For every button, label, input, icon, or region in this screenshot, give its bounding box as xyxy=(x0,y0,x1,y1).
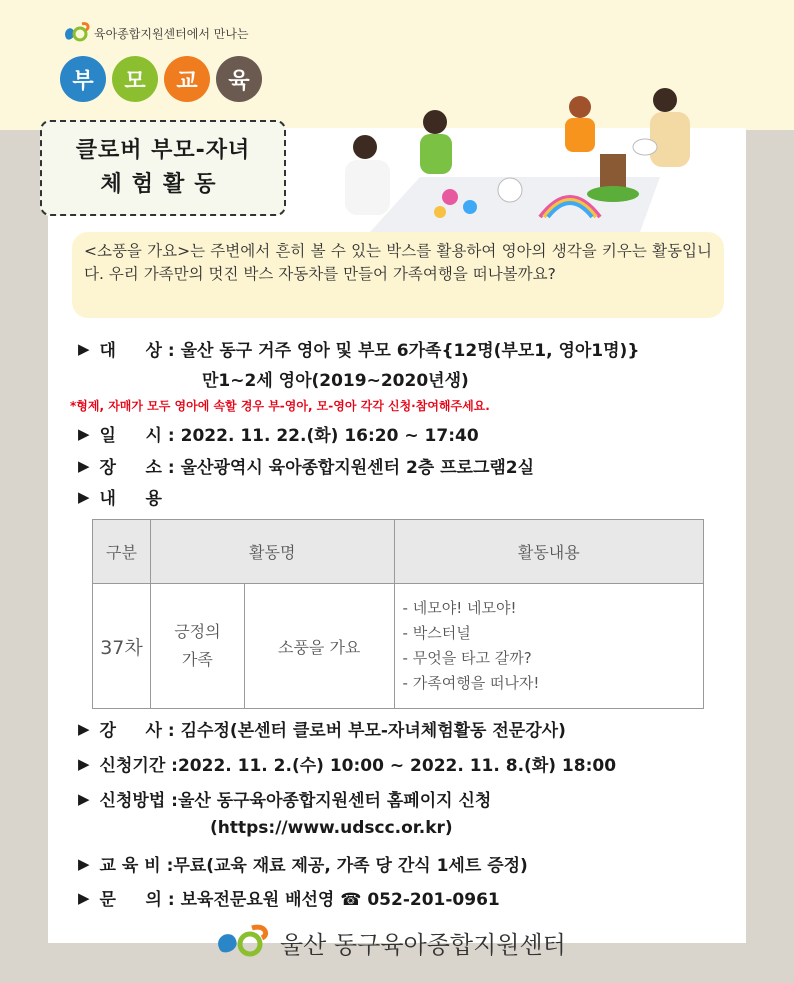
contact-value: 보육전문요원 배선영 ☎ 052-201-0961 xyxy=(180,890,500,910)
content-label: 내 용 xyxy=(99,489,162,509)
bullet-arrow-icon: ▶ xyxy=(78,789,90,808)
bullet-arrow-icon: ▶ xyxy=(78,424,90,443)
circle-char-3: 교 xyxy=(164,56,210,102)
bullet-arrow-icon: ▶ xyxy=(78,339,90,358)
target-label: 대 상 : xyxy=(99,341,181,361)
center-logo-icon xyxy=(62,20,90,46)
target-sub: 만1~2세 영아(2019~2020년생) xyxy=(202,371,469,391)
bullet-arrow-icon: ▶ xyxy=(78,456,90,475)
org-tagline xyxy=(62,20,249,46)
method-row xyxy=(78,786,491,811)
homepage-link[interactable]: (https://www.udscc.or.kr) xyxy=(210,818,453,838)
footer-org-name: 울산 동구육아종합지원센터 xyxy=(280,930,566,959)
cell-theme: 긍정의 가족 xyxy=(150,584,244,709)
list-item: - 네모야! 네모야! xyxy=(402,599,517,617)
fee-label: 교 육 비 : xyxy=(99,856,174,876)
fee-row xyxy=(78,851,528,876)
circle-char-4: 육 xyxy=(216,56,262,102)
intro-text: <소풍을 가요>는 주변에서 흔히 볼 수 있는 박스를 활용하여 영아의 생각을 키우는 활동입니다. 우리 가족만의 멋진 박스 자동차를 만들어 가족여행을 떠나볼까요? xyxy=(72,232,724,318)
period-label: 신청기간 : xyxy=(99,756,178,776)
header-category: 구분 xyxy=(93,520,151,584)
place-label: 장 소 : xyxy=(99,458,181,478)
title-line-1: 클로버 부모-자녀 xyxy=(75,138,251,163)
target-row xyxy=(78,336,639,361)
family-painting-illustration xyxy=(310,82,730,232)
footer-org xyxy=(212,922,566,962)
date-row xyxy=(78,421,479,446)
program-title-box xyxy=(40,120,286,216)
parent-education-circles xyxy=(60,56,262,102)
date-value: 2022. 11. 22.(화) 16:20 ~ 17:40 xyxy=(180,426,479,446)
method-value: 울산 동구육아종합지원센터 홈페이지 신청 xyxy=(177,791,492,811)
cell-activity: 소풍을 가요 xyxy=(244,584,394,709)
bullet-arrow-icon: ▶ xyxy=(78,888,90,907)
org-tagline-text: 육아종합지원센터에서 만나는 xyxy=(94,26,249,41)
content-row xyxy=(78,484,162,509)
title-line-2: 체험활동 xyxy=(100,172,226,197)
circle-char-2: 모 xyxy=(112,56,158,102)
place-value: 울산광역시 육아종합지원센터 2층 프로그램2실 xyxy=(180,458,535,478)
header-activity-content: 활동내용 xyxy=(394,520,703,584)
period-row xyxy=(78,751,616,776)
bullet-arrow-icon: ▶ xyxy=(78,754,90,773)
list-item: - 가족여행을 떠나자! xyxy=(402,674,540,692)
instructor-label: 강 사 : xyxy=(99,721,181,741)
circle-char-1: 부 xyxy=(60,56,106,102)
fee-value: 무료(교육 재료 제공, 가족 당 간식 1세트 증정) xyxy=(173,856,528,876)
method-label: 신청방법 : xyxy=(99,791,178,811)
program-table xyxy=(92,519,704,709)
cell-session: 37차 xyxy=(93,584,151,709)
contact-label: 문 의 : xyxy=(99,890,181,910)
contact-row xyxy=(78,885,500,910)
date-label: 일 시 : xyxy=(99,426,181,446)
list-item: - 박스터널 xyxy=(402,624,471,642)
bullet-arrow-icon: ▶ xyxy=(78,854,90,873)
place-row xyxy=(78,453,534,478)
instructor-row xyxy=(78,716,566,741)
center-logo-icon xyxy=(212,922,272,962)
bullet-arrow-icon: ▶ xyxy=(78,487,90,506)
cell-contents xyxy=(394,584,703,709)
bullet-arrow-icon: ▶ xyxy=(78,719,90,738)
instructor-value: 김수정(본센터 클로버 부모-자녀체험활동 전문강사) xyxy=(180,721,566,741)
sibling-note: *형제, 자매가 모두 영아에 속할 경우 부-영아, 모-영아 각각 신청·참여해주세요. xyxy=(70,399,490,413)
list-item: - 무엇을 타고 갈까? xyxy=(402,649,532,667)
target-value: 울산 동구 거주 영아 및 부모 6가족{12명(부모1, 영아1명)} xyxy=(180,341,640,361)
period-value: 2022. 11. 2.(수) 10:00 ~ 2022. 11. 8.(화) 18:00 xyxy=(177,756,617,776)
header-activity-name: 활동명 xyxy=(150,520,394,584)
